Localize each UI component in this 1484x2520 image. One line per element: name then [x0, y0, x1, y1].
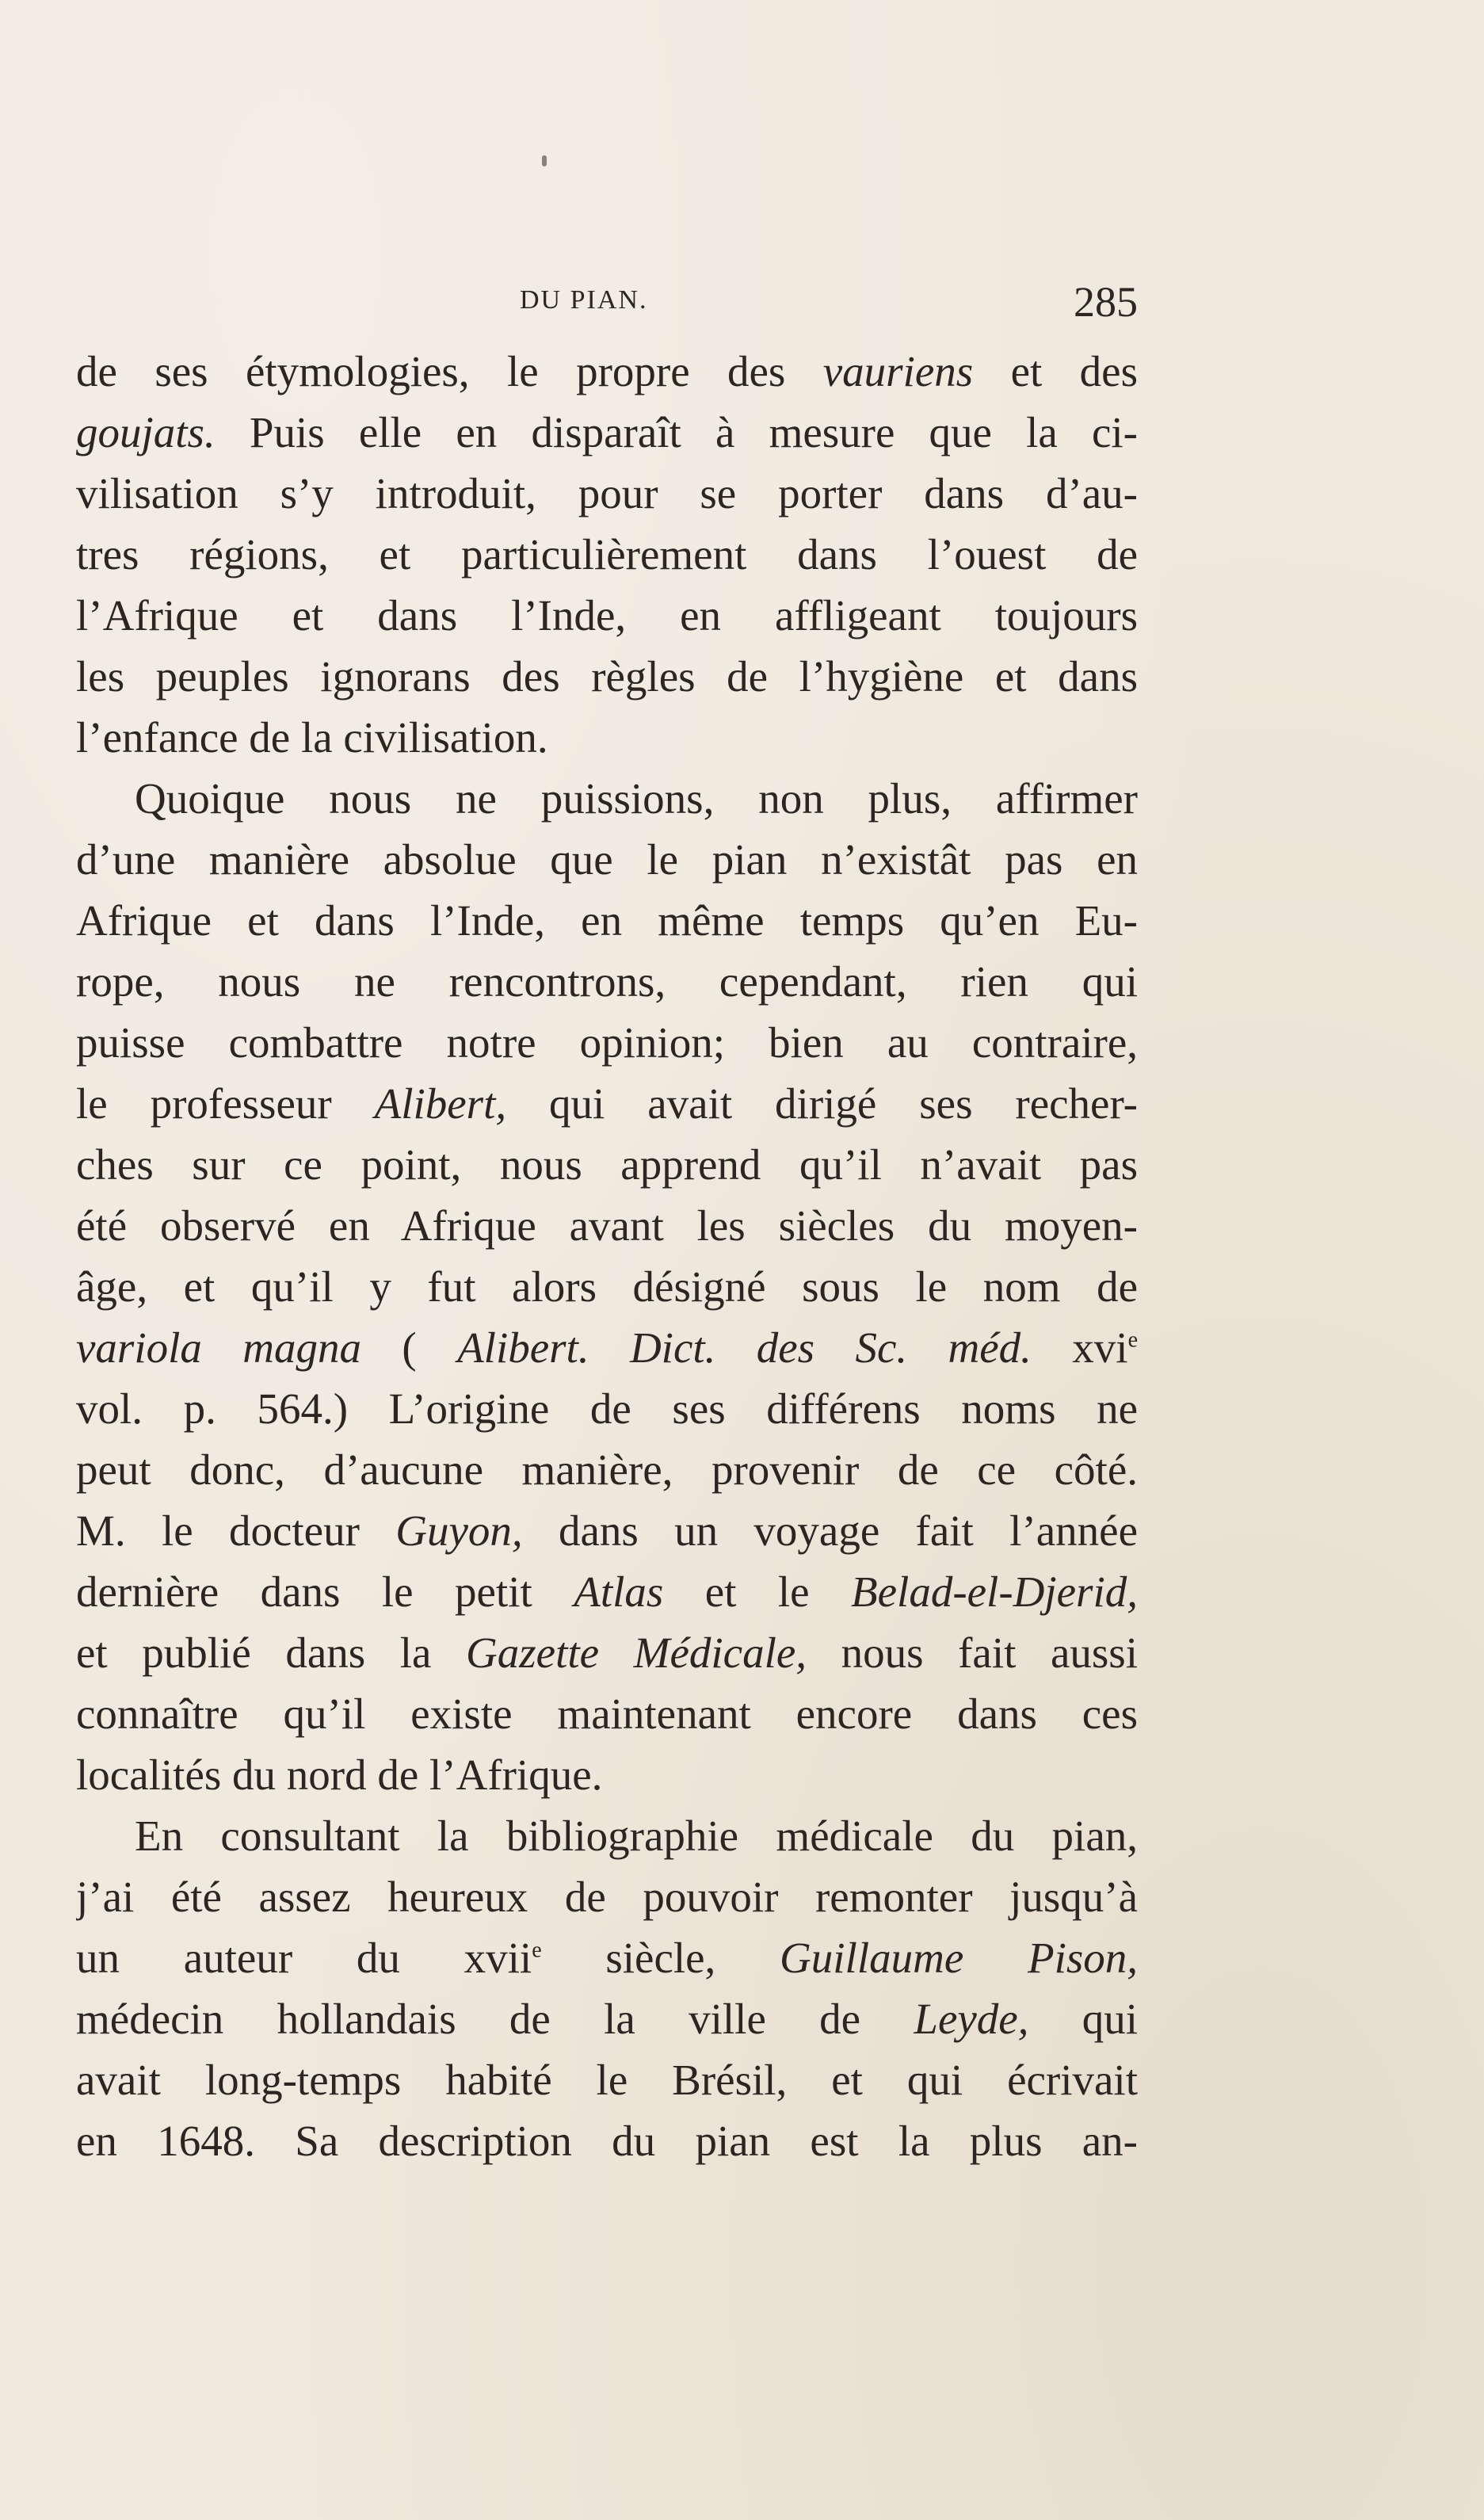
text-line: Quoique nous ne puissions, non plus, affirmer: [135, 774, 1138, 823]
text-line: le professeur Alibert, qui avait dirigé ses recher-: [76, 1079, 1138, 1128]
text-line: vol. p. 564.) L’origine de ses différens noms ne: [76, 1384, 1138, 1433]
text-line: Afrique et dans l’Inde, en même temps qu’en Eu-: [76, 896, 1138, 945]
text-line: un auteur du xvii$^e$ siècle, Guillaume Pison,: [76, 1934, 1138, 1982]
page-header: [76, 269, 1138, 341]
text-line: goujats. Puis elle en disparaît à mesure que la ci-: [76, 408, 1138, 456]
text-line: j’ai été assez heureux de pouvoir remonter jusqu’à: [76, 1873, 1138, 1921]
text-line: puisse combattre notre opinion; bien au contraire,: [76, 1018, 1138, 1067]
text-line: connaître qu’il existe maintenant encore dans ces: [76, 1690, 1138, 1738]
text-line: rope, nous ne rencontrons, cependant, rien qui: [76, 957, 1138, 1006]
text-line: ches sur ce point, nous apprend qu’il n’avait pas: [76, 1140, 1138, 1189]
text-line: avait long-temps habité le Brésil, et qui écrivait: [76, 2056, 1138, 2104]
body-text: [76, 341, 1138, 2171]
text-line: d’une manière absolue que le pian n’existât pas en: [76, 835, 1138, 884]
text-line: localités du nord de l’Afrique.: [76, 1751, 603, 1799]
text-line: M. le docteur Guyon, dans un voyage fait l’année: [76, 1506, 1138, 1555]
text-line: En consultant la bibliographie médicale du pian,: [135, 1812, 1138, 1860]
text-line: et publié dans la Gazette Médicale, nous fait aussi: [76, 1628, 1138, 1677]
book-page: [76, 269, 1138, 2171]
text-line: âge, et qu’il y fut alors désigné sous le nom de: [76, 1262, 1138, 1311]
text-line: peut donc, d’aucune manière, provenir de ce côté.: [76, 1445, 1138, 1494]
text-line: de ses étymologies, le propre des vauriens et des: [76, 347, 1138, 395]
text-line: l’Afrique et dans l’Inde, en affligeant toujours: [76, 591, 1138, 640]
text-line: médecin hollandais de la ville de Leyde, qui: [76, 1995, 1138, 2043]
text-line: vilisation s’y introduit, pour se porter dans d’au-: [76, 469, 1138, 517]
page-number: 285: [1074, 278, 1138, 326]
running-head: DU PIAN.: [520, 285, 648, 315]
text-line: été observé en Afrique avant les siècles du moyen-: [76, 1201, 1138, 1250]
text-line: en 1648. Sa description du pian est la plus an-: [76, 2117, 1138, 2165]
text-line: les peuples ignorans des règles de l’hygiène et dans: [76, 652, 1138, 701]
text-line: variola magna ( Alibert. Dict. des Sc. méd. xvi$^e$: [76, 1323, 1138, 1372]
text-line: tres régions, et particulièrement dans l’ouest de: [76, 530, 1138, 578]
ink-speck: [542, 155, 547, 166]
text-line: dernière dans le petit Atlas et le Belad-el-Djerid,: [76, 1567, 1138, 1616]
text-line: l’enfance de la civilisation.: [76, 713, 548, 762]
